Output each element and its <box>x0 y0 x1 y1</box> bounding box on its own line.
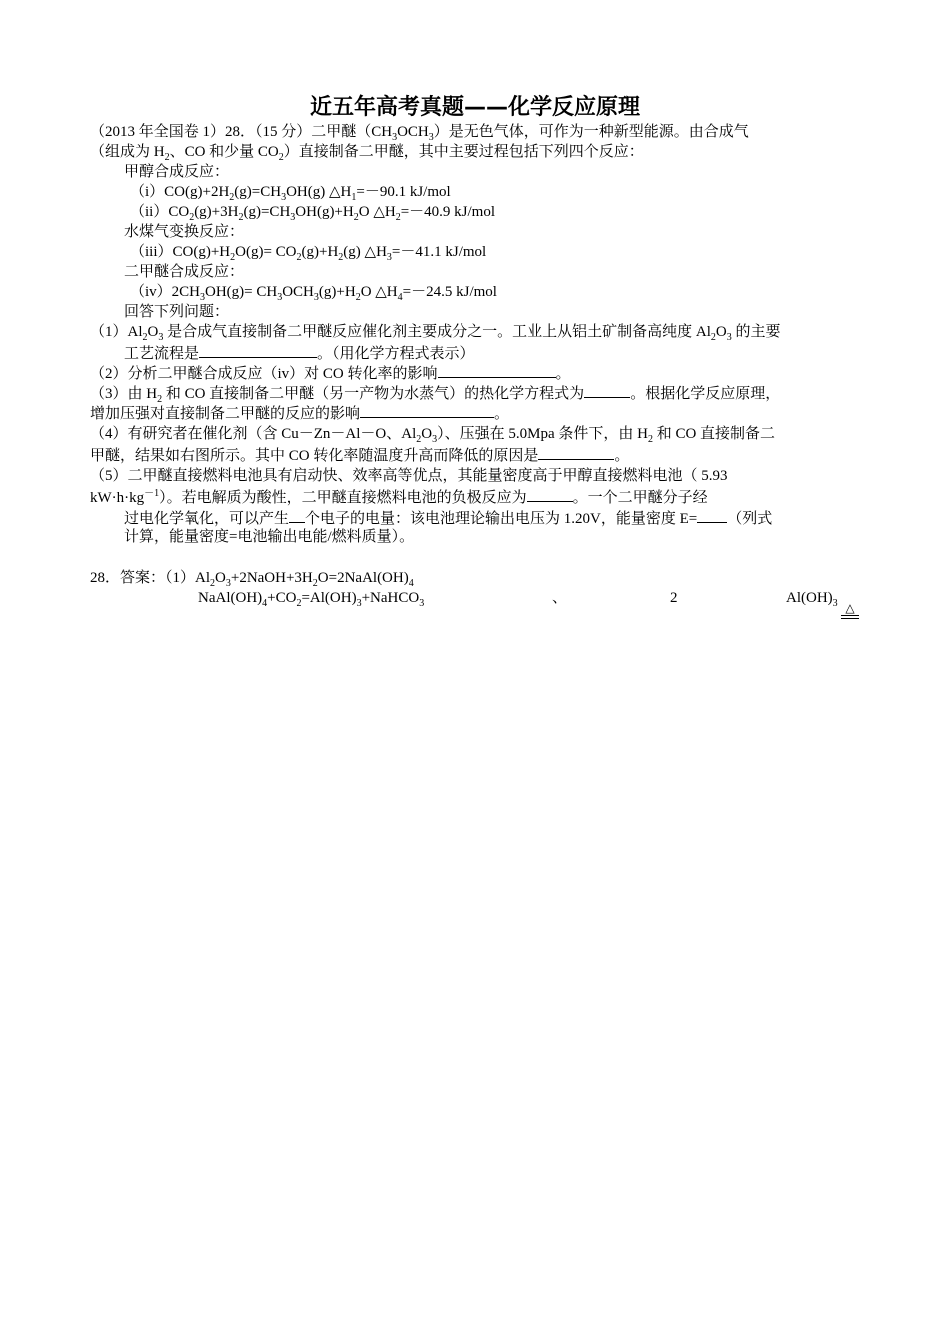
question-4-line2: 甲醚，结果如右图所示。其中 CO 转化率随温度升高而降低的原因是 。 <box>90 444 860 466</box>
answer-line2-sep: 、 <box>552 590 568 606</box>
heating-condition-symbol <box>841 602 859 619</box>
section-methanol-synthesis: 甲醇合成反应： <box>124 164 230 180</box>
question-1-line1: $(1)Al_2O_3$ 是合成气直接制备二甲醚反应催化剂主要成分之一。工业上从铝土矿制备高纯度 $Al_2O_3$ 的主要 <box>90 324 781 343</box>
question-2: （2）分析二甲醚合成反应（iv）对 CO 转化率的影响 。 <box>90 362 860 384</box>
question-5-line1: （5）二甲醚直接燃料电池具有启动快、效率高等优点，其能量密度高于甲醇直接燃料电池（ 5.93 <box>90 468 728 484</box>
question-5-line3: 过电化学氧化，可以产生 个电子的电量：该电池理论输出电压为 1.20V，能量密度 E= （列式 <box>124 507 860 529</box>
question-3-line2: 增加压强对直接制备二甲醚的反应的影响 。 <box>90 402 860 424</box>
question-3-line1: （3）由 $H_2$ 和 CO 直接制备二甲醚（另一产物为水蒸气）的热化学方程式为 。根据化学反应原理， <box>90 382 860 404</box>
reaction-i: $(i)CO(g)+2H_2(g)=CH_3OH(g)$ $\triangle H_1=-90.1$ kJ/mol <box>130 184 451 203</box>
reaction-iii: $(iii)CO(g)+H_2O(g)= CO_2(g)+H_2(g)$ $\triangle H_3=-41.1$ kJ/mol <box>130 244 487 263</box>
answer-line1: 28．答案：$(1)Al_2O_3+2NaOH+3H_2O=2NaAl(OH)_4$ <box>90 570 414 589</box>
answer-line2-formula: $Al(OH)_3$ <box>786 590 838 609</box>
reaction-ii: $(ii)CO_2(g)+3H_2(g)=CH_3OH(g)+H_2O$ $\triangle H_2=-40.9$ kJ/mol <box>130 204 495 223</box>
question-intro-line1: （2013 年全国卷 1）28．（15 分）二甲醚$(CH_3OCH_3)$是无色气体，可作为一种新型能源。由合成气 <box>90 124 749 143</box>
reaction-iv: $(iv)2CH_3OH(g)= CH_3OCH_3(g)+H_2O$ $\triangle H_4=-24.5$ kJ/mol <box>130 284 497 303</box>
question-5-line4: 计算，能量密度=电池输出电能/燃料质量）。 <box>124 529 415 545</box>
page-title: 近五年高考真题——化学反应原理 <box>309 95 640 120</box>
equals-bar <box>841 615 859 619</box>
question-intro-line2: （组成为 $H_2$、CO 和少量 $CO_2$）直接制备二甲醚，其中主要过程包括下列四个反应： <box>90 144 644 163</box>
section-water-gas-shift: 水煤气变换反应： <box>124 224 245 240</box>
question-5-line2: $kW\cdot h\cdot kg^{-1}$）。若电解质为酸性，二甲醚直接燃料电池的负极反应为 。一个二甲醚分子经 <box>90 488 708 506</box>
question-4-line1: （4）有研究者在催化剂（含 Cu－Zn－Al－O、$Al_2O_3$）、压强在 5.0Mpa 条件下，由 $H_2$ 和 CO 直接制备二 <box>90 426 776 445</box>
answer-prompt: 回答下列问题： <box>124 304 230 320</box>
section-dme-synthesis: 二甲醚合成反应： <box>124 264 245 280</box>
answer-line2-coef: 2 <box>670 590 678 606</box>
answer-line2-eq: $NaAl(OH)_4+CO_2=Al(OH)_3+NaHCO_3$ <box>198 590 425 609</box>
heat-triangle: △ <box>845 601 855 615</box>
question-1-line2: 工艺流程是 。（用化学方程式表示） <box>124 342 860 364</box>
